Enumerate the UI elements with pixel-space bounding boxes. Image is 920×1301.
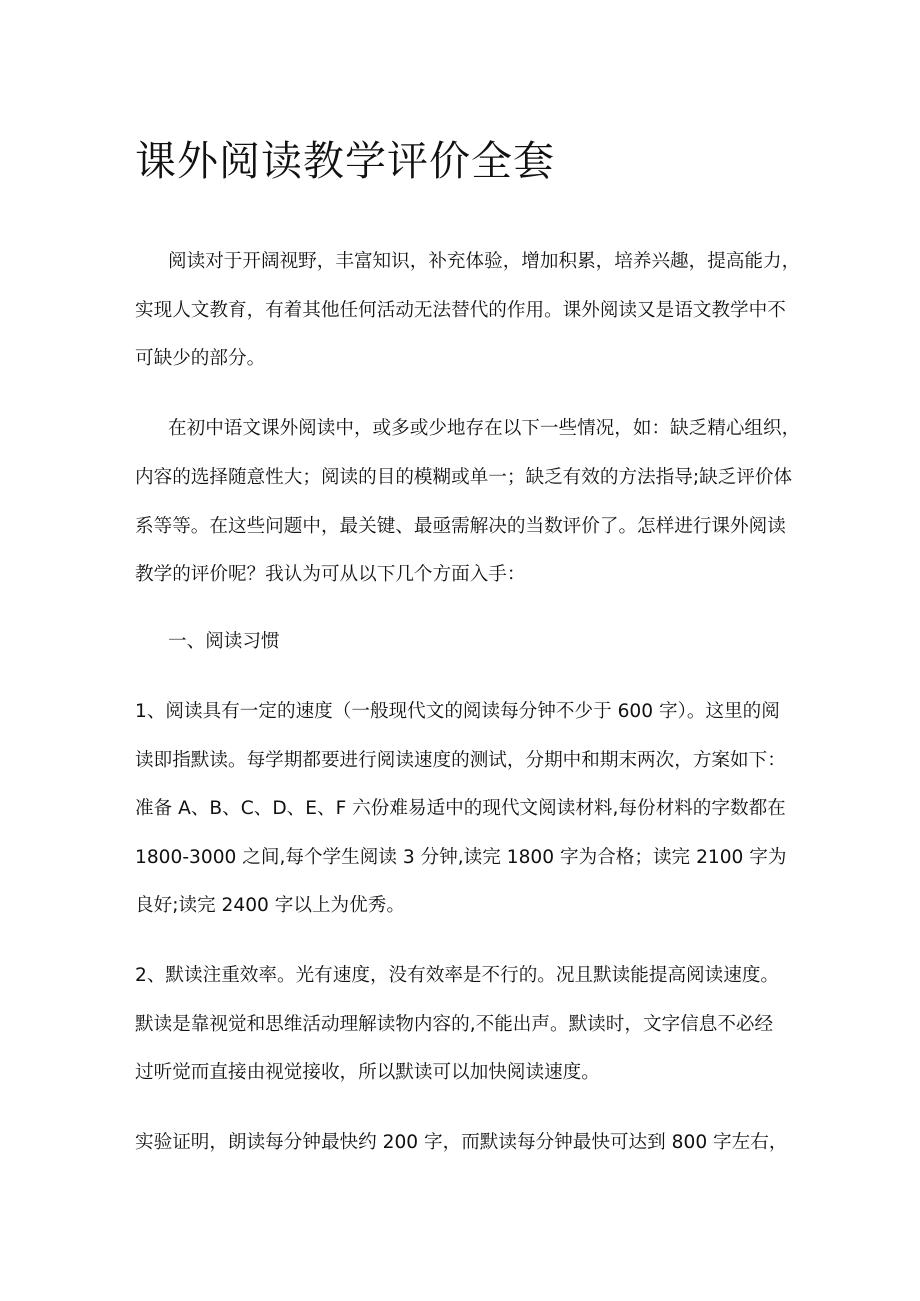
paragraph-2-line-2: 内容的选择随意性大；阅读的目的模糊或单一；缺乏有效的方法指导;缺乏评价体 (135, 467, 793, 488)
paragraph-4-line-1: 2、默读注重效率。光有速度，没有效率是不行的。况且默读能提高阅读速度。 (135, 965, 780, 986)
paragraph-1-line-2: 实现人文教育，有着其他任何活动无法替代的作用。课外阅读又是语文教学中不 (135, 300, 786, 321)
paragraph-4-line-2: 默读是靠视觉和思维活动理解读物内容的,不能出声。默读时，文字信息不必经 (135, 1014, 774, 1035)
paragraph-1-line-3: 可缺少的部分。 (135, 348, 266, 369)
paragraph-2-line-4: 教学的评价呢？我认为可从以下几个方面入手： (135, 564, 526, 585)
paragraph-3-line-5: 良好;读完 2400 字以上为优秀。 (135, 895, 405, 916)
paragraph-3-line-1: 1、阅读具有一定的速度（一般现代文的阅读每分钟不少于 600 字）。这里的阅 (135, 701, 780, 722)
document-title: 课外阅读教学评价全套 (135, 137, 555, 185)
section-heading-reading-habits: 一、阅读习惯 (168, 631, 280, 652)
paragraph-3-line-2: 读即指默读。每学期都要进行阅读速度的测试，分期中和期末两次，方案如下： (135, 750, 786, 771)
paragraph-4-line-3: 过听觉而直接由视觉接收，所以默读可以加快阅读速度。 (135, 1062, 600, 1083)
paragraph-3-line-4: 1800-3000 之间,每个学生阅读 3 分钟,读完 1800 字为合格；读完 2100 字为 (135, 847, 787, 868)
paragraph-3-line-3: 准备 A、B、C、D、E、F 六份难易适中的现代文阅读材料,每份材料的字数都在 (135, 798, 786, 819)
paragraph-2-line-1: 在初中语文课外阅读中，或多或少地存在以下一些情况，如：缺乏精心组织， (168, 418, 801, 439)
paragraph-2-line-3: 系等等。在这些问题中，最关键、最亟需解决的当数评价了。怎样进行课外阅读 (135, 516, 786, 537)
paragraph-5-line-1: 实验证明，朗读每分钟最快约 200 字，而默读每分钟最快可达到 800 字左右， (135, 1132, 788, 1153)
paragraph-1-line-1: 阅读对于开阔视野，丰富知识，补充体验，增加积累，培养兴趣，提高能力， (168, 251, 801, 272)
